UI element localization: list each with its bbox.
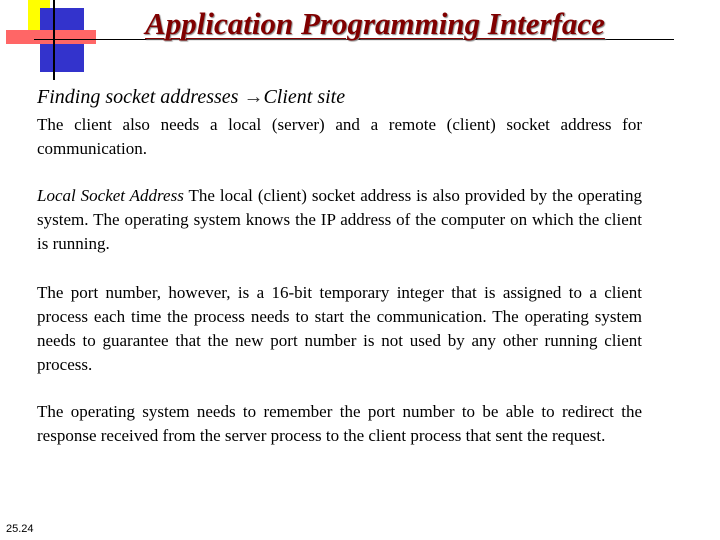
paragraph-redirect-response: The operating system needs to remember the port number to be able to redirect the response received from the server process to the client process that sent the request. [37, 402, 642, 445]
paragraph-client-addresses: The client also needs a local (server) and a remote (client) socket address for communication. [37, 115, 642, 158]
paragraph-lead-term: Local Socket Address [37, 186, 184, 205]
slide-title: Application Programming Interface [145, 6, 605, 41]
subtitle-lead: Finding socket addresses [37, 86, 239, 108]
subtitle-tail: Client site [263, 86, 346, 108]
paragraph-body: The local (client) socket address is also provided by the operating system. The operating system knows the IP address of the computer on which the client is running. [37, 186, 643, 253]
slide-number: 25.24 [6, 523, 34, 535]
slide-subtitle [37, 86, 345, 109]
paragraph-port-number: The port number, however, is a 16-bit temporary integer that is assigned to a client process each time the process needs to start the communication. The operating system needs to guarantee that the new port number is not used by any other running client process. [37, 283, 642, 374]
paragraph-local-socket-address [37, 184, 642, 256]
arrow-right-icon: → [243, 86, 264, 108]
